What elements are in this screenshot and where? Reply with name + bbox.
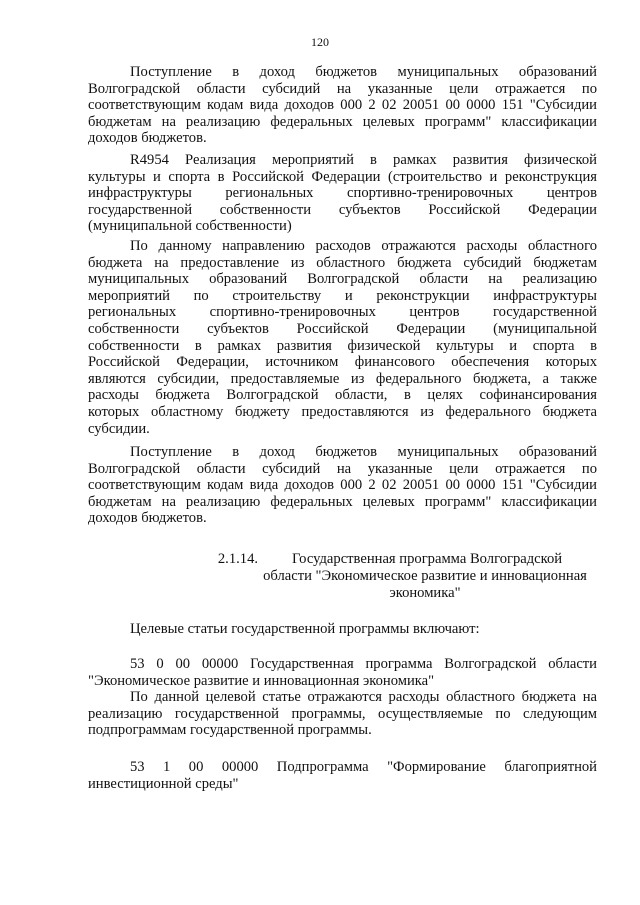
text-line: Поступление в доход бюджетов муниципальных образований xyxy=(130,444,597,460)
paragraph-revenue-2 xyxy=(88,444,597,527)
text-line: R4954 Реализация мероприятий в рамках развития физической xyxy=(130,152,597,168)
text-line: собственности субъектов Российской Федерации (муниципальной xyxy=(88,320,597,337)
text-line: (муниципальной собственности) xyxy=(88,218,292,235)
text-line: бюджетам на реализацию федеральных целевых программ" классификации xyxy=(88,113,597,130)
text-line: мероприятий по строительству и реконструкции инфраструктуры xyxy=(88,287,597,304)
text-line: собственности в рамках развития физической культуры и спорта в xyxy=(88,337,597,354)
paragraph-r4954 xyxy=(88,152,597,235)
text-line: доходов бюджетов. xyxy=(88,510,207,527)
text-line: инфраструктуры региональных спортивно-тренировочных центров xyxy=(88,185,597,202)
paragraph-revenue-1 xyxy=(88,64,597,147)
text-line: Волгоградской области субсидий на указанные цели отражается по xyxy=(88,80,597,97)
section-heading xyxy=(185,551,595,602)
text-line: По данному направлению расходов отражаются расходы областного xyxy=(130,238,597,254)
text-line: "Экономическое развитие и инновационная экономика" xyxy=(88,672,435,689)
text-line: культуры и спорта в Российской Федерации (строительство и реконструкция xyxy=(88,168,597,185)
text-line: бюджета на предоставление из областного бюджета субсидий бюджетам xyxy=(88,254,597,271)
text-line: которых областному бюджету предоставляются из федерального бюджета xyxy=(88,403,597,420)
text-line: соответствующим кодам вида доходов 000 2 02 20051 00 0000 151 "Субсидии xyxy=(88,97,597,114)
text-line: Целевые статьи государственной программы включают: xyxy=(130,621,480,637)
text-line: являются субсидии, предоставляемые из федерального бюджета, а также xyxy=(88,370,597,387)
paragraph-intro xyxy=(88,621,597,638)
text-line: Поступление в доход бюджетов муниципальных образований xyxy=(130,64,597,80)
heading-text: Государственная программа Волгоградской xyxy=(292,551,563,567)
paragraph-program-expenses xyxy=(88,689,597,739)
text-line: 53 0 00 00000 Государственная программа Волгоградской области xyxy=(130,656,597,672)
section-number: 2.1.14. xyxy=(217,551,259,567)
text-line: Российской Федерации, источником финансового обеспечения которых xyxy=(88,354,597,371)
text-line: соответствующим кодам вида доходов 000 2 02 20051 00 0000 151 "Субсидии xyxy=(88,477,597,494)
target-item-53-1 xyxy=(88,759,597,792)
heading-line: области "Экономическое развитие и инновационная xyxy=(263,568,587,584)
text-line: инвестиционной среды" xyxy=(88,775,239,792)
heading-line xyxy=(185,551,595,568)
target-item-53-0 xyxy=(88,656,597,689)
text-line: подпрограммам государственной программы. xyxy=(88,722,372,739)
paragraph-expenses xyxy=(88,238,597,437)
text-line: доходов бюджетов. xyxy=(88,130,207,147)
text-line: расходы бюджета Волгоградской области, в целях софинансирования xyxy=(88,387,597,404)
text-line: региональных спортивно-тренировочных центров государственной xyxy=(88,304,597,321)
text-line: муниципальных образований Волгоградской области на реализацию xyxy=(88,271,597,288)
page-number: 120 xyxy=(311,35,329,49)
text-line: 53 1 00 00000 Подпрограмма "Формирование благоприятной xyxy=(130,759,597,775)
text-line: государственной собственности субъектов Российской Федерации xyxy=(88,201,597,218)
text-line: По данной целевой статье отражаются расходы областного бюджета на xyxy=(130,689,597,705)
text-line: Волгоградской области субсидий на указанные цели отражается по xyxy=(88,460,597,477)
heading-line: экономика" xyxy=(389,585,461,601)
text-line: реализацию государственной программы, осуществляемые по следующим xyxy=(88,705,597,722)
text-line: бюджетам на реализацию федеральных целевых программ" классификации xyxy=(88,493,597,510)
text-line: субсидии. xyxy=(88,420,150,437)
